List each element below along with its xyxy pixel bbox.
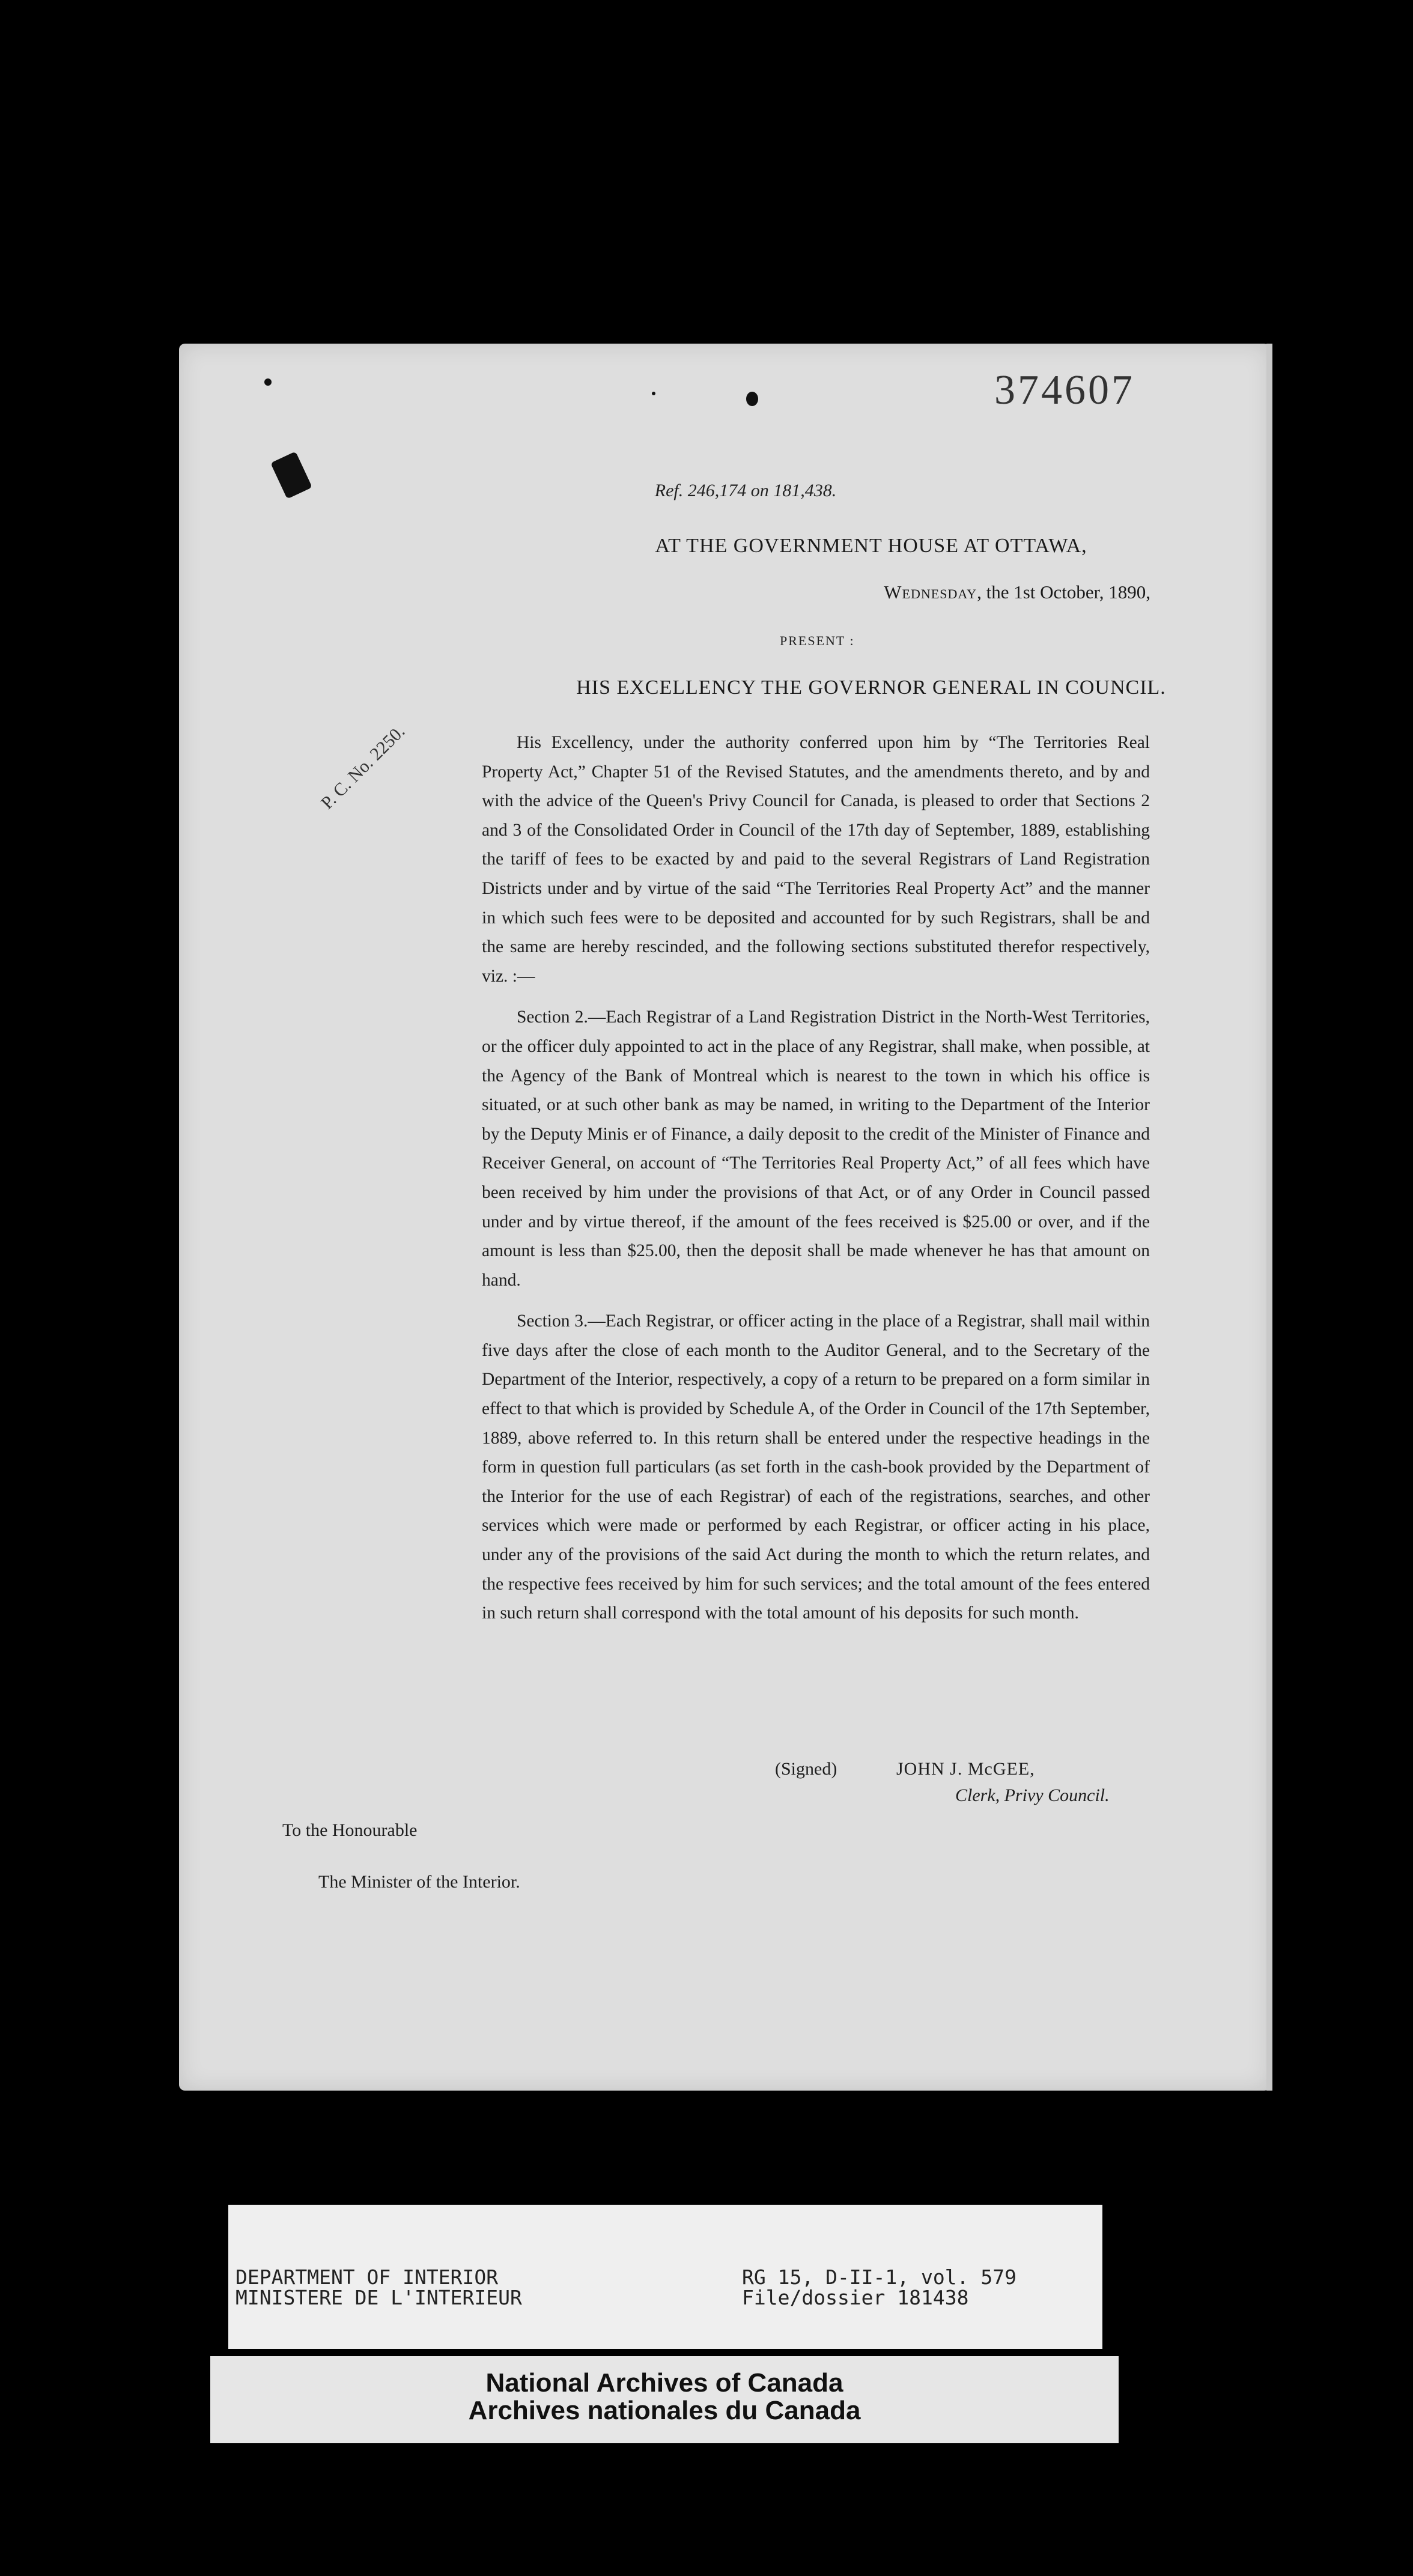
archive-reference-label xyxy=(228,2205,1102,2349)
paragraph-preamble: His Excellency, under the authority conferred upon him by “The Territories Real Property Act,” Chapter 51 of the Revised Statutes, and the amendments thereto, and by and with the advice of the Queen's Privy Council for Canada, is pleased to order that Sections 2 and 3 of the Consolidated Order in Council of the 17th day of September, 1889, establishing the tariff of fees to be exacted by and paid to the several Registrars of Land Registration Districts under and by virtue of the said “The Territories Real Property Act” and the manner in which such fees were to be deposited and accounted for by such Registrars, shall be and the same are hereby rescinded, and the following sections substituted therefor respectively, viz. :— xyxy=(482,733,1150,986)
addressee-line-1: To the Honourable xyxy=(282,1820,418,1840)
ink-speck xyxy=(652,392,655,395)
file-number: File/dossier 181438 xyxy=(742,2286,969,2309)
stamp-number: 374607 xyxy=(994,367,1135,413)
date-line xyxy=(884,582,1150,603)
present-label: PRESENT : xyxy=(780,633,855,648)
sheet-edge-right xyxy=(1266,344,1272,2091)
punch-mark xyxy=(264,378,272,386)
archives-banner xyxy=(210,2356,1119,2443)
file-reference-block xyxy=(742,2267,1016,2308)
ink-blot xyxy=(746,392,758,406)
department-en: DEPARTMENT OF INTERIOR xyxy=(235,2265,499,2289)
date-rest: , the 1st October, 1890, xyxy=(977,582,1150,603)
order-body xyxy=(482,728,1150,1640)
place-heading: AT THE GOVERNMENT HOUSE AT OTTAWA, xyxy=(655,535,1087,557)
reference-line: Ref. 246,174 on 181,438. xyxy=(654,481,837,500)
department-block xyxy=(235,2267,522,2308)
date-weekday: Wednesday xyxy=(884,582,977,603)
archives-name-fr: Archives nationales du Canada xyxy=(468,2396,861,2425)
council-heading: HIS EXCELLENCY THE GOVERNOR GENERAL IN COUNCIL. xyxy=(576,676,1166,699)
signatory-name: JOHN J. McGEE, xyxy=(896,1759,1035,1779)
archives-name-en: National Archives of Canada xyxy=(485,2368,843,2398)
record-group: RG 15, D-II-1, vol. 579 xyxy=(742,2265,1016,2289)
paragraph-section-2: Section 2.—Each Registrar of a Land Registration District in the North-West Territories, or the officer duly appointed to act in the place of any Registrar, shall make, when possible, at the Agency of the Bank of Montreal which is nearest to the town in which his office is situated, or at such other bank as may be named, in writing to the Department of the Interior by the Deputy Minis er of Finance, a daily deposit to the credit of the Minister of Finance and Receiver General, on account of “The Territories Real Property Act,” of all fees which have been received by him under the provisions of that Act, or of any Order in Council passed under and by virtue thereof, if the amount of the fees received is $25.00 or over, and if the amount is less than $25.00, then the deposit shall be made whenever he has that amount on hand. xyxy=(482,1007,1150,1290)
signatory-title: Clerk, Privy Council. xyxy=(955,1785,1110,1805)
signed-label: (Signed) xyxy=(775,1759,837,1779)
department-fr: MINISTERE DE L'INTERIEUR xyxy=(235,2286,522,2309)
addressee-line-2: The Minister of the Interior. xyxy=(318,1872,520,1892)
paragraph-section-3: Section 3.—Each Registrar, or officer acting in the place of a Registrar, shall mail within five days after the close of each month to the Auditor General, and to the Secretary of the Department of the Interior, respectively, a copy of a return to be prepared on a form similar in effect to that which is provided by Schedule A, of the Order in Council of the 17th September, 1889, above referred to. In this return shall be entered under the respective headings in the form in question full particulars (as set forth in the cash-book provided by the Department of the Interior for the use of each Registrar) of each of the registrations, searches, and other services which were made or performed by each Registrar, or officer acting in his place, under any of the provisions of the said Act during the month to which the return relates, and the respective fees received by him for such services; and the total amount of the fees entered in such return shall correspond with the total amount of his deposits for such month. xyxy=(482,1311,1150,1623)
pc-number: P. C. No. 2250. xyxy=(317,721,409,813)
